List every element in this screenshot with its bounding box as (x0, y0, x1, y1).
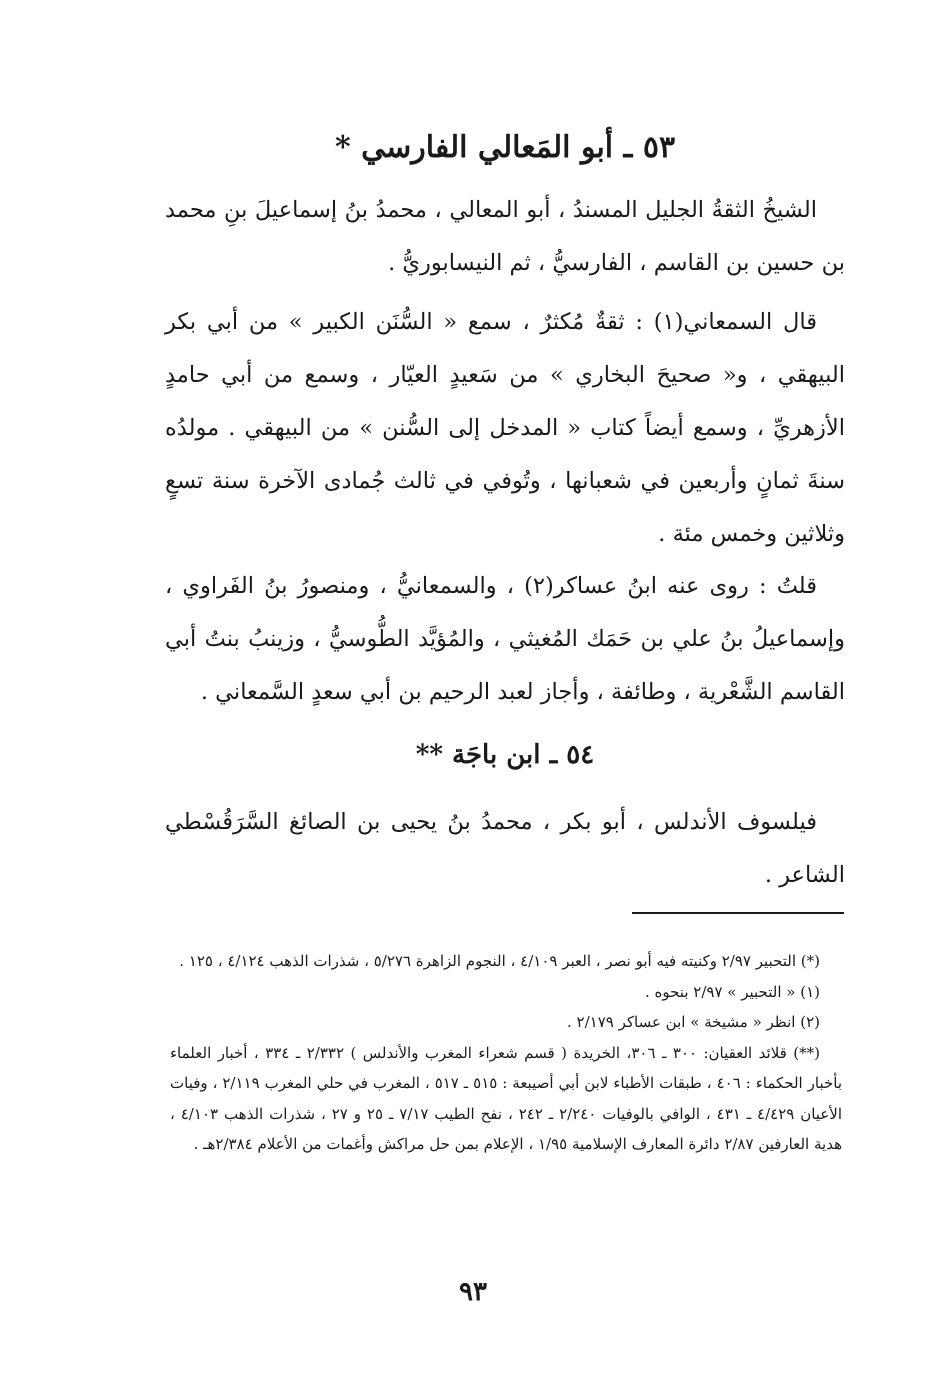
entry-53-paragraph-narrators (165, 560, 845, 719)
entry-54-paragraph-intro (165, 796, 845, 902)
footnote-entry-53-sources: (*) التحبير ٢/٩٧ وكنيته فيه أبو نصر ، العبر ٤/١٠٩ ، النجوم الزاهرة ٥/٢٧٦ ، شذرات الذهب ٤/١٢٤ ، ١٢٥ . (179, 952, 820, 970)
entry-53-paragraph-samani (165, 296, 845, 561)
entry-54-heading: ٥٤ ـ ابن باجَة ** (415, 740, 595, 770)
paragraph-text: الشيخُ الثقةُ الجليل المسندُ ، أبو المعالي ، محمدُ بنُ إسماعيلَ بنِ محمد بن حسين بن القاسم ، الفارسيُّ ، ثم النيسابوريُّ . (165, 197, 845, 276)
paragraph-text: قال السمعاني(١) : ثقةٌ مُكثرٌ ، سمع « السُّنَن الكبير » من أبي بكر البيهقي ، و« صحيحَ البخاري » من سَعيدٍ العيّار ، وسمع من أبي حامدٍ الأزهريِّ ، وسمع أيضاً كتاب « المدخل إلى السُّنن » من البيهقي . مولدُه سنةَ ثمانٍ وأربعين في شعبانها ، وتُوفي في ثالث جُمادى الآخرة سنة تسعٍ وثلاثين وخمس مئة . (165, 309, 845, 547)
footnote-2: (٢) انظر « مشيخة » ابن عساكر ٢/١٧٩ . (566, 1013, 820, 1031)
page-number: ٩٣ (459, 1277, 487, 1307)
entry-53-paragraph-intro (165, 184, 845, 290)
footnote-entry-54-sources: (**) قلائد العقيان: ٣٠٠ ـ ٣٠٦، الخريدة ( قسم شعراء المغرب والأندلس ) ٢/٣٣٢ ـ ٣٣٤ ، أخبار العلماء بأخبار الحكماء : ٤٠٦ ، طبقات الأطباء لابن أبي أصيبعة : ٥١٥ ـ ٥١٧ ، المغرب في حلي المغرب ٢/١١٩ ، وفيات الأعيان ٤/٤٢٩ ـ ٤٣١ ، الوافي بالوفيات ٢/٢٤٠ ـ ٢٤٢ ، نفح الطيب ٧/١٧ ـ ٢٥ و ٢٧ ، شذرات الذهب ٤/١٠٣ ، هدية العارفين ٢/٨٧ دائرة المعارف الإسلامية ١/٩٥ ، الإعلام بمن حل مراكش وأغمات من الأعلام ٢/٣٨٤هـ . (170, 1043, 843, 1153)
paragraph-text: فيلسوف الأندلس ، أبو بكر ، محمدُ بنُ يحيى بن الصائغ السَّرَقُسْطي الشاعر . (165, 809, 845, 888)
footnote-1: (١) « التحبير » ٢/٩٧ بنحوه . (644, 982, 820, 1001)
footnotes-section (170, 946, 842, 1160)
paragraph-text: قلتُ : روى عنه ابنُ عساكر(٢) ، والسمعانيُّ ، ومنصورُ بنُ الفَراوي ، وإسماعيلُ بنُ علي بن حَمَك المُغيثي ، والمُؤيَّد الطُّوسيُّ ، وزينبُ بنتُ أبي القاسم الشَّعْرية ، وطائفة ، وأجاز لعبد الرحيم بن أبي سعدٍ السَّمعاني . (165, 573, 845, 705)
footnote-separator (632, 912, 844, 914)
entry-53-heading: ٥٣ ـ أبو المَعالي الفارسي * (334, 130, 676, 165)
